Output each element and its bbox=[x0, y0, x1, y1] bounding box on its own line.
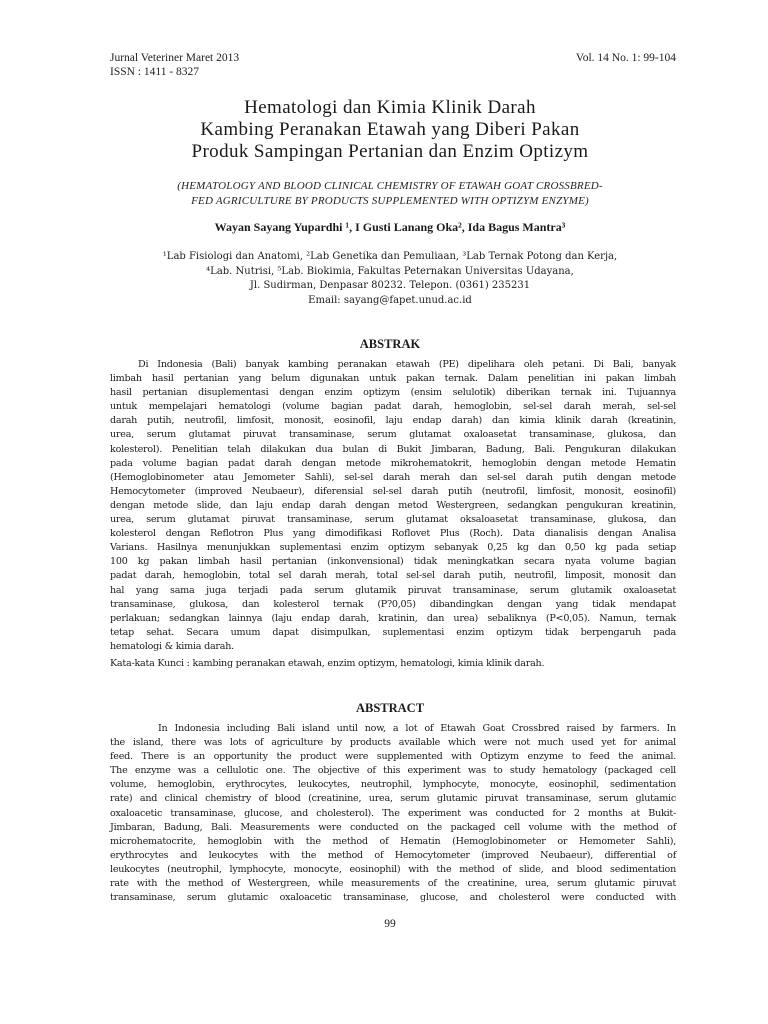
affiliation-line: ⁴Lab. Nutrisi, ⁵Lab. Biokimia, Fakultas Peternakan Universitas Udayana, bbox=[206, 265, 574, 277]
abstract-line: transaminase, serum glutamic oxaloacetic transaminase, glucose, and cholesterol were conducted with bbox=[110, 892, 676, 904]
running-header-left bbox=[110, 51, 239, 79]
abstrak-line: darah putih, neutrofil, limfosit, monosit, eosinofil, laju endap darah) dan kimia klinik darah (kreatinin, bbox=[110, 415, 676, 427]
abstrak-line: untuk mempelajari hematologi (volume bagian padat darah, hemoglobin, sel-sel darah merah, sel-sel bbox=[110, 401, 676, 413]
author-list: Wayan Sayang Yupardhi ¹, I Gusti Lanang Oka², Ida Bagus Mantra³ bbox=[214, 220, 566, 234]
keywords: Kata-kata Kunci : kambing peranakan etawah, enzim optizym, hematologi, kimia klinik darah. bbox=[110, 658, 545, 669]
abstrak-line: Varians. Hasilnya menunjukkan suplementasi enzim optizym sebanyak 0,25 kg dan 0,50 kg pada setiap bbox=[110, 542, 676, 554]
abstrak-line: transaminase, glukosa, dan kolesterol ternak (P?0,05) dibandingkan dengan yang tidak mendapat bbox=[110, 598, 676, 610]
abstrak-line: urea, serum glutamat piruvat transaminase, serum glutamat oxaloasetat transaminase, glukosa, dan bbox=[110, 429, 676, 441]
journal-name: Jurnal Veteriner Maret 2013 bbox=[110, 52, 240, 64]
title-line: Hematologi dan Kimia Klinik Darah bbox=[244, 97, 536, 118]
abstrak-line: hal yang sama juga terjadi pada serum glutamik piruvat transaminase, serum glutamik oxaloasetat bbox=[110, 584, 676, 596]
english-title bbox=[100, 179, 680, 209]
abstrak-line: limbah hasil pertanian yang belum digunakan untuk pakan ternak. Dalam penelitian ini pakan limbah bbox=[110, 373, 676, 385]
paper-title bbox=[90, 97, 690, 163]
abstract-body bbox=[110, 722, 676, 905]
issn: ISSN : 1411 - 8327 bbox=[110, 66, 200, 78]
title-line: Kambing Peranakan Etawah yang Diberi Pakan bbox=[200, 119, 580, 140]
abstract-line: Jimbaran, Badung, Bali. Measurements were conducted on the packaged cell volume with the method of bbox=[110, 821, 676, 833]
abstrak-line: hematologi & kimia darah. bbox=[110, 640, 234, 652]
affiliation-line: ¹Lab Fisiologi dan Anatomi, ²Lab Genetika dan Pemuliaan, ³Lab Ternak Potong dan Kerja, bbox=[162, 251, 618, 262]
abstract-line: feed. There is an opportunity the product were supplemented with Optizym enzyme to feed the animal. bbox=[110, 751, 676, 763]
affiliation-line: Jl. Sudirman, Denpasar 80232. Telepon. (0361) 235231 bbox=[249, 280, 531, 292]
abstrak-line: dengan metode slide, dan laju endap darah dengan metod Westergreen, sedangkan pengukuran kreatinin, bbox=[110, 499, 676, 511]
abstract-line: erythrocytes and leukocytes with the method of Hemocytometer (improved Neubaeur), differential of bbox=[110, 849, 676, 861]
abstrak-line: kolesterol). Penelitian telah dilakukan dua bulan di Bukit Jimbaran, Badung, Bali. Pengukuran dilakukan bbox=[110, 443, 676, 455]
abstrak-line: kolesterol dengan Reflotron Plus yang dimodifikasi Roflovet Plus (Roch). Data dianalisis dengan Analisa bbox=[110, 528, 676, 540]
abstrak-line: padat darah, hemoglobin, total sel darah merah, total sel-sel darah putih, neutrofil, limposit, monosit dan bbox=[110, 570, 676, 582]
abstract-line: rate) and clinical chemistry of blood (creatinine, urea, serum glutamic piruvat transaminase, serum glutamic bbox=[110, 793, 676, 805]
affiliations bbox=[100, 250, 680, 308]
page-number: 99 bbox=[384, 918, 396, 930]
abstrak-line: perlakuan; sedangkan lainnya (laju endap darah, kratinin, dan urea) sebaliknya (P<0,05). Namun, ternak bbox=[110, 612, 676, 624]
abstract-line: The enzyme was a cellulotic one. The objective of this experiment was to study hematology (packaged cell bbox=[110, 765, 676, 777]
abstrak-line: tetap sehat. Secara umum dapat disimpulkan, suplementasi enzim optizym tidak berpengaruh pada bbox=[110, 626, 676, 638]
volume-info: Vol. 14 No. 1: 99-104 bbox=[575, 52, 676, 64]
subtitle-line: FED AGRICULTURE BY PRODUCTS SUPPLEMENTED WITH OPTIZYM ENZYME) bbox=[191, 195, 589, 207]
title-line: Produk Sampingan Pertanian dan Enzim Optizym bbox=[191, 141, 589, 162]
abstrak-line: hasil pertanian disuplementasi dengan enzim optizym (ensim selulotik) diberikan ternak ini. Tujuannya bbox=[110, 387, 676, 399]
abstrak-line: urea, serum glutamat piruvat transaminase, serum glutamat oksaloasetat transaminase, glukosa, dan bbox=[110, 514, 676, 526]
abstrak-line: Di Indonesia (Bali) banyak kambing peranakan etawah (PE) dipelihara oleh petani. Di Bali, banyak bbox=[138, 359, 676, 370]
running-header-right bbox=[576, 51, 676, 65]
contact-email: Email: sayang@fapet.unud.ac.id bbox=[308, 294, 472, 306]
subtitle-line: (HEMATOLOGY AND BLOOD CLINICAL CHEMISTRY OF ETAWAH GOAT CROSSBRED- bbox=[177, 180, 603, 192]
abstract-line: rate with the method of Westergreen, while measurements of the creatinine, urea, serum glutamic piruvat bbox=[110, 878, 676, 890]
abstract-line: volume, hemoglobin, erythrocytes, leukocytes, neutrophil, lymphocyte, monocyte, eosinophil, sedimentation bbox=[110, 779, 676, 791]
abstrak-line: (Hemoglobinometer atau Jemometer Sahli), sel-sel darah merah dan sel-sel darah putih dengan metode bbox=[110, 471, 676, 483]
abstrak-line: 100 kg pakan limbah hasil pertanian (inkonvensional) tidak meningkatkan secara nyata volume bagian bbox=[110, 556, 676, 568]
abstract-heading: ABSTRACT bbox=[355, 701, 425, 715]
abstract-line: the island, there was lots of agriculture by products available which were not much used yet for animal bbox=[110, 737, 676, 749]
abstract-line: In Indonesia including Bali island until now, a lot of Etawah Goat Crossbred raised by farmers. In bbox=[158, 723, 676, 734]
abstract-line: microhematocrite, hemoglobin with the method of Hematin (Hemoglobinometer or Hemometer Sahli), bbox=[110, 835, 676, 847]
abstrak-line: Hemocytometer (improved Neubaeur), diferensial sel-sel darah putih (neutrofil, limfosit, monosit, eosinofil) bbox=[110, 485, 676, 497]
abstrak-line: pada volume bagian padat darah dengan metode mikrohematokrit, hemoglobin dengan metode Hematin bbox=[110, 457, 676, 469]
abstract-line: leukocytes (neutrophil, lymphocyte, monocyte, eosinophil) with the method of slide, and blood sedimentation bbox=[110, 863, 676, 875]
abstrak-body bbox=[110, 358, 676, 654]
abstract-line: oxaloacetic transaminase, glucose, and cholesterol). The experiment was conducted for 2 months at Bukit- bbox=[110, 807, 676, 819]
abstrak-heading: ABSTRAK bbox=[359, 337, 421, 351]
